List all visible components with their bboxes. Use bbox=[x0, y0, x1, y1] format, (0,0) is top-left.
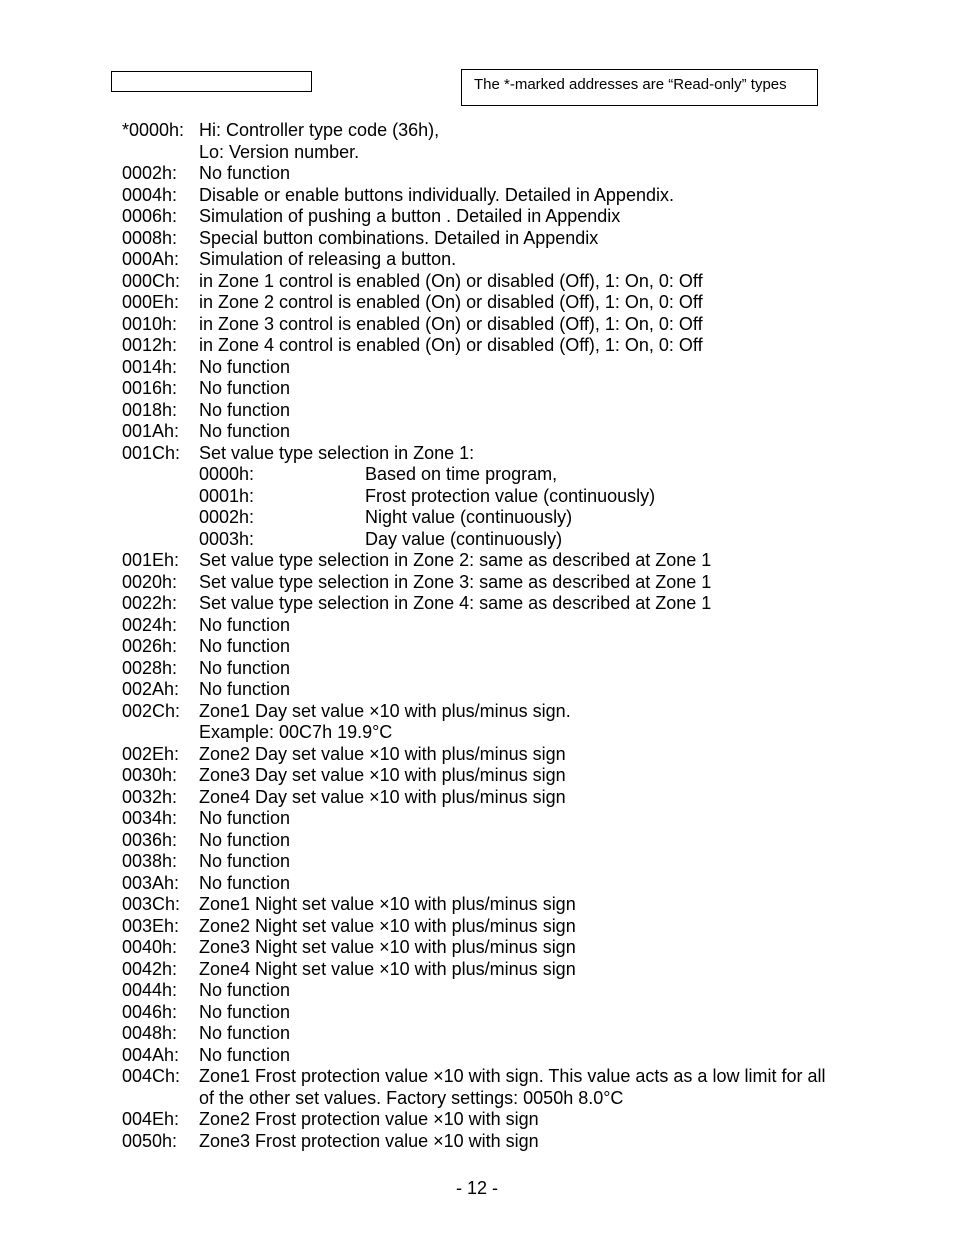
register-address: 0046h: bbox=[122, 1001, 178, 1022]
register-row bbox=[122, 185, 922, 207]
description-line: Zone3 Frost protection value ×10 with sign bbox=[199, 1130, 539, 1151]
description-line: Zone2 Night set value ×10 with plus/minus sign bbox=[199, 915, 576, 936]
register-address: 0036h: bbox=[122, 829, 178, 850]
description-line: No function bbox=[199, 163, 291, 183]
description-line: Set value type selection in Zone 3: same as described at Zone 1 bbox=[199, 571, 712, 592]
register-address: 000Ch: bbox=[122, 270, 181, 291]
description-line: Disable or enable buttons individually. Detailed in Appendix. bbox=[199, 184, 674, 205]
register-row bbox=[122, 980, 922, 1002]
register-description bbox=[199, 1045, 922, 1067]
register-address: 0024h: bbox=[122, 614, 178, 635]
register-address: 0030h: bbox=[122, 765, 178, 785]
register-description bbox=[199, 808, 922, 830]
register-row bbox=[122, 1066, 922, 1109]
option-text: Based on time program, bbox=[365, 464, 558, 484]
description-line: No function bbox=[199, 1044, 291, 1065]
register-row bbox=[122, 400, 922, 422]
register-row bbox=[122, 228, 922, 250]
option-row bbox=[199, 529, 922, 551]
register-row bbox=[122, 808, 922, 830]
option-text: Day value (continuously) bbox=[365, 528, 563, 549]
description-line: No function bbox=[199, 1023, 291, 1043]
register-row bbox=[122, 679, 922, 701]
register-address: 0026h: bbox=[122, 636, 178, 656]
register-row bbox=[122, 636, 922, 658]
register-description bbox=[199, 916, 922, 938]
description-line: in Zone 2 control is enabled (On) or disabled (Off), 1: On, 0: Off bbox=[199, 292, 703, 312]
register-list bbox=[122, 120, 922, 1152]
description-line: Zone2 Day set value ×10 with plus/minus sign bbox=[199, 743, 566, 764]
register-description bbox=[199, 636, 922, 658]
register-row bbox=[122, 163, 922, 185]
register-row bbox=[122, 421, 922, 443]
register-address: 0014h: bbox=[122, 356, 178, 377]
register-row bbox=[122, 443, 922, 551]
register-address: 000Ah: bbox=[122, 249, 180, 269]
description-line: in Zone 1 control is enabled (On) or disabled (Off), 1: On, 0: Off bbox=[199, 270, 703, 291]
register-address: 001Ah: bbox=[122, 421, 180, 441]
register-row bbox=[122, 1045, 922, 1067]
description-line: in Zone 3 control is enabled (On) or disabled (Off), 1: On, 0: Off bbox=[199, 313, 703, 334]
register-description bbox=[199, 679, 922, 701]
description-line: Set value type selection in Zone 1: bbox=[199, 442, 475, 463]
description-line: No function bbox=[199, 679, 291, 699]
register-description bbox=[199, 400, 922, 422]
register-description bbox=[199, 1066, 922, 1109]
register-row bbox=[122, 271, 922, 293]
register-row bbox=[122, 744, 922, 766]
register-address: 002Eh: bbox=[122, 743, 180, 764]
register-description bbox=[199, 1109, 922, 1131]
register-address: 004Ch: bbox=[122, 1066, 181, 1086]
register-row bbox=[122, 550, 922, 572]
register-description bbox=[199, 593, 922, 615]
description-line: Zone1 Frost protection value ×10 with sign. This value acts as a low limit for all bbox=[199, 1066, 826, 1086]
description-line: Simulation of releasing a button. bbox=[199, 249, 457, 269]
register-description bbox=[199, 572, 922, 594]
description-line: No function bbox=[199, 851, 291, 871]
register-description bbox=[199, 314, 922, 336]
register-description bbox=[199, 421, 922, 443]
register-address: 0040h: bbox=[122, 937, 178, 957]
register-row bbox=[122, 851, 922, 873]
option-code: 0003h: bbox=[199, 528, 255, 549]
option-row bbox=[199, 486, 922, 508]
register-row bbox=[122, 357, 922, 379]
register-address: 0018h: bbox=[122, 399, 178, 420]
register-address: 0012h: bbox=[122, 335, 178, 355]
option-text: Frost protection value (continuously) bbox=[365, 485, 656, 506]
register-description bbox=[199, 1023, 922, 1045]
description-line: No function bbox=[199, 980, 291, 1000]
register-description bbox=[199, 120, 922, 163]
register-row bbox=[122, 1109, 922, 1131]
register-address: 0006h: bbox=[122, 206, 178, 226]
register-description bbox=[199, 851, 922, 873]
description-line: Hi: Controller type code (36h), bbox=[199, 120, 440, 140]
description-line: No function bbox=[199, 356, 291, 377]
read-only-note: The *-marked addresses are “Read-only” types bbox=[461, 69, 818, 106]
description-line: Zone2 Frost protection value ×10 with sign bbox=[199, 1109, 539, 1129]
option-text: Night value (continuously) bbox=[365, 507, 573, 527]
register-description bbox=[199, 894, 922, 916]
option-code: 0002h: bbox=[199, 507, 255, 527]
option-code: 0001h: bbox=[199, 485, 255, 506]
register-description bbox=[199, 550, 922, 572]
description-line: No function bbox=[199, 657, 291, 678]
description-line: No function bbox=[199, 636, 291, 656]
register-address: 0022h: bbox=[122, 593, 178, 613]
register-description bbox=[199, 937, 922, 959]
register-address: 0002h: bbox=[122, 163, 178, 183]
register-address: 0010h: bbox=[122, 313, 178, 334]
description-line: No function bbox=[199, 1001, 291, 1022]
register-description bbox=[199, 163, 922, 185]
register-description bbox=[199, 292, 922, 314]
description-line: Simulation of pushing a button . Detailed in Appendix bbox=[199, 206, 621, 226]
register-description bbox=[199, 335, 922, 357]
description-line: Zone4 Day set value ×10 with plus/minus sign bbox=[199, 786, 566, 807]
description-line: Zone3 Night set value ×10 with plus/minus sign bbox=[199, 937, 576, 957]
register-description bbox=[199, 271, 922, 293]
register-row bbox=[122, 658, 922, 680]
register-row bbox=[122, 378, 922, 400]
register-row bbox=[122, 1131, 922, 1153]
register-row bbox=[122, 572, 922, 594]
register-address: 0020h: bbox=[122, 571, 178, 592]
register-address: 0028h: bbox=[122, 657, 178, 678]
register-description bbox=[199, 615, 922, 637]
option-row bbox=[199, 507, 922, 529]
register-row bbox=[122, 787, 922, 809]
register-row bbox=[122, 894, 922, 916]
register-description bbox=[199, 765, 922, 787]
option-row bbox=[199, 464, 922, 486]
register-description bbox=[199, 378, 922, 400]
description-line: Zone1 Night set value ×10 with plus/minus sign bbox=[199, 894, 576, 914]
description-line: No function bbox=[199, 872, 291, 893]
description-line: No function bbox=[199, 399, 291, 420]
register-address: 003Eh: bbox=[122, 915, 180, 936]
description-line: Zone1 Day set value ×10 with plus/minus sign. bbox=[199, 700, 571, 721]
register-row bbox=[122, 120, 922, 163]
register-description bbox=[199, 1002, 922, 1024]
register-address: 003Ah: bbox=[122, 872, 180, 893]
description-line: Zone4 Night set value ×10 with plus/minus sign bbox=[199, 958, 576, 979]
register-description bbox=[199, 873, 922, 895]
register-address: 0042h: bbox=[122, 958, 178, 979]
register-address: 0004h: bbox=[122, 184, 178, 205]
register-row bbox=[122, 937, 922, 959]
register-address: 0038h: bbox=[122, 851, 178, 871]
register-address: 004Eh: bbox=[122, 1109, 180, 1129]
description-line: Lo: Version number. bbox=[199, 141, 360, 162]
register-description bbox=[199, 980, 922, 1002]
register-row bbox=[122, 959, 922, 981]
register-description bbox=[199, 830, 922, 852]
empty-header-box bbox=[111, 71, 312, 92]
register-row bbox=[122, 249, 922, 271]
register-description bbox=[199, 701, 922, 744]
description-line: No function bbox=[199, 808, 291, 828]
register-description bbox=[199, 357, 922, 379]
register-address: 000Eh: bbox=[122, 292, 180, 312]
register-address: 0016h: bbox=[122, 378, 178, 398]
register-description bbox=[199, 787, 922, 809]
register-description bbox=[199, 249, 922, 271]
register-address: 004Ah: bbox=[122, 1044, 180, 1065]
register-address: 001Ch: bbox=[122, 442, 181, 463]
description-line: Set value type selection in Zone 4: same as described at Zone 1 bbox=[199, 593, 712, 613]
register-address: 0032h: bbox=[122, 786, 178, 807]
register-description bbox=[199, 658, 922, 680]
register-address: 0034h: bbox=[122, 808, 178, 828]
register-row bbox=[122, 292, 922, 314]
register-row bbox=[122, 1002, 922, 1024]
description-line: Set value type selection in Zone 2: same as described at Zone 1 bbox=[199, 550, 712, 570]
register-description bbox=[199, 959, 922, 981]
description-line: Zone3 Day set value ×10 with plus/minus sign bbox=[199, 765, 566, 785]
register-description bbox=[199, 206, 922, 228]
register-description bbox=[199, 228, 922, 250]
register-row bbox=[122, 765, 922, 787]
register-row bbox=[122, 593, 922, 615]
description-line: No function bbox=[199, 829, 291, 850]
register-address: 0050h: bbox=[122, 1130, 178, 1151]
register-description bbox=[199, 1131, 922, 1153]
option-code: 0000h: bbox=[199, 464, 255, 484]
register-address: 001Eh: bbox=[122, 550, 180, 570]
register-address: 0008h: bbox=[122, 227, 178, 248]
register-row bbox=[122, 873, 922, 895]
description-line: Special button combinations. Detailed in Appendix bbox=[199, 227, 599, 248]
description-line: of the other set values. Factory settings: 0050h 8.0°C bbox=[199, 1087, 624, 1108]
register-row bbox=[122, 314, 922, 336]
register-row bbox=[122, 830, 922, 852]
register-address: 002Ah: bbox=[122, 679, 180, 699]
description-line: in Zone 4 control is enabled (On) or disabled (Off), 1: On, 0: Off bbox=[199, 335, 703, 355]
register-row bbox=[122, 615, 922, 637]
register-description bbox=[199, 185, 922, 207]
page-number: - 12 - bbox=[455, 1178, 498, 1198]
register-row bbox=[122, 1023, 922, 1045]
description-line: Example: 00C7h 19.9°C bbox=[199, 722, 393, 742]
register-address: 0048h: bbox=[122, 1023, 178, 1043]
register-address: 002Ch: bbox=[122, 700, 181, 721]
register-row bbox=[122, 335, 922, 357]
register-row bbox=[122, 206, 922, 228]
register-address: 0044h: bbox=[122, 980, 178, 1000]
register-row bbox=[122, 701, 922, 744]
description-line: No function bbox=[199, 614, 291, 635]
register-description bbox=[199, 744, 922, 766]
description-line: No function bbox=[199, 421, 291, 441]
register-row bbox=[122, 916, 922, 938]
register-address: *0000h: bbox=[122, 120, 185, 140]
register-address: 003Ch: bbox=[122, 894, 181, 914]
register-description bbox=[199, 443, 922, 551]
description-line: No function bbox=[199, 378, 291, 398]
